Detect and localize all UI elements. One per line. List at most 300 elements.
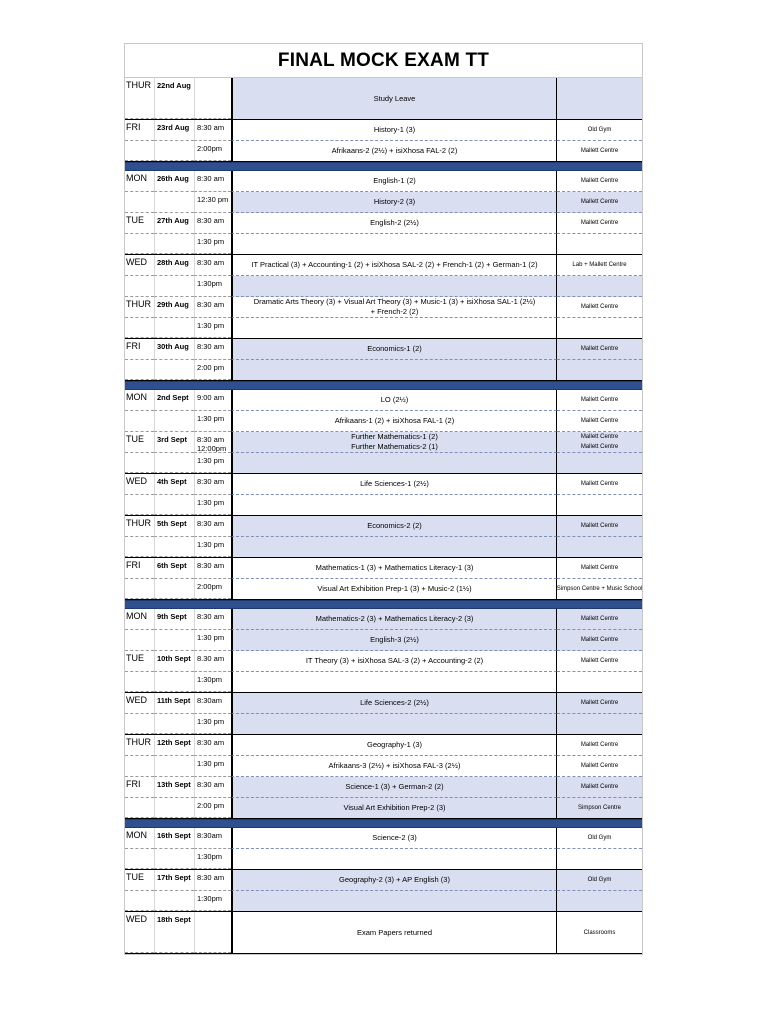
subject-line: Mathematics-2 (3) + Mathematics Literacy-2 (3) xyxy=(315,614,474,623)
time-cell xyxy=(194,339,231,360)
table-row xyxy=(125,255,642,276)
date-cell xyxy=(154,453,194,473)
subject-cell xyxy=(231,609,557,630)
venue-cell xyxy=(557,297,642,318)
week-separator xyxy=(125,162,642,171)
venue-value: Mallett Centre xyxy=(580,199,619,205)
subject-cell xyxy=(231,474,557,495)
time-cell xyxy=(194,516,231,537)
table-row xyxy=(125,495,642,516)
table-row xyxy=(125,432,642,453)
time-cell xyxy=(194,276,231,297)
subject-cell xyxy=(231,735,557,756)
venue-value: Classrooms xyxy=(583,929,616,936)
day-cell xyxy=(125,318,154,338)
day-cell: THUR xyxy=(125,78,154,119)
subject-line: Afrikaans-3 (2½) + isiXhosa FAL-3 (2½) xyxy=(328,761,461,770)
day-cell: WED xyxy=(125,912,154,953)
day-cell xyxy=(125,453,154,473)
subject-cell xyxy=(231,213,557,234)
subject-cell xyxy=(231,141,557,161)
date-cell xyxy=(154,579,194,599)
subject-line: Visual Art Exhibition Prep-2 (3) xyxy=(343,803,446,812)
date-cell: 16th Sept xyxy=(154,828,194,849)
subject-cell xyxy=(231,171,557,192)
subject-cell xyxy=(231,891,557,911)
date-cell xyxy=(154,192,194,213)
subject-cell xyxy=(231,432,557,453)
time-cell xyxy=(194,171,231,192)
day-cell: FRI xyxy=(125,120,154,141)
subject-line: LO (2½) xyxy=(380,395,409,404)
date-cell: 26th Aug xyxy=(154,171,194,192)
time-value: 8:30 am xyxy=(197,123,225,132)
date-cell: 6th Sept xyxy=(154,558,194,579)
venue-value: Mallett Centre xyxy=(580,148,619,154)
week-separator xyxy=(125,600,642,609)
subject-cell xyxy=(231,912,557,953)
time-cell xyxy=(194,777,231,798)
venue-cell xyxy=(557,192,642,213)
time-cell xyxy=(194,192,231,213)
subject-cell xyxy=(231,318,557,338)
time-value: 8:30 am xyxy=(197,300,225,309)
subject-cell xyxy=(231,453,557,473)
table-row xyxy=(125,360,642,381)
date-cell xyxy=(154,714,194,734)
subject-line: Science-2 (3) xyxy=(372,833,417,842)
subject-line: IT Theory (3) + isiXhosa SAL-3 (2) + Accounting-2 (2) xyxy=(305,656,484,665)
day-cell: TUE xyxy=(125,213,154,234)
time-value: 8:30 am xyxy=(197,561,225,570)
table-row xyxy=(125,609,642,630)
time-value: 9:00 am xyxy=(197,393,225,402)
subject-line: Afrikaans-2 (2½) + isiXhosa FAL-2 (2) xyxy=(331,146,458,155)
venue-value: Mallett Centre xyxy=(580,616,619,622)
date-cell xyxy=(154,849,194,869)
table-row xyxy=(125,579,642,600)
time-cell xyxy=(194,390,231,411)
table-row xyxy=(125,630,642,651)
time-cell xyxy=(194,495,231,515)
time-cell xyxy=(194,630,231,651)
venue-cell xyxy=(557,234,642,254)
venue-value-2: Mallett Centre xyxy=(580,444,619,450)
venue-value: Mallett Centre xyxy=(580,742,619,748)
table-row xyxy=(125,192,642,213)
date-cell xyxy=(154,630,194,651)
day-cell xyxy=(125,234,154,254)
subject-cell xyxy=(231,693,557,714)
time-value-2: 12:00pm xyxy=(197,444,227,453)
subject-cell xyxy=(231,78,557,119)
time-cell xyxy=(194,411,231,432)
venue-value: Mallett Centre xyxy=(580,418,619,424)
subject-line: English-1 (2) xyxy=(373,176,416,185)
date-cell xyxy=(154,798,194,818)
time-cell xyxy=(194,798,231,818)
venue-cell xyxy=(557,630,642,651)
time-value: 8:30am xyxy=(197,831,223,840)
day-cell xyxy=(125,798,154,818)
venue-cell xyxy=(557,579,642,599)
subject-cell xyxy=(231,234,557,254)
day-cell: WED xyxy=(125,255,154,276)
venue-cell xyxy=(557,651,642,672)
day-cell xyxy=(125,672,154,692)
table-row xyxy=(125,912,642,954)
day-cell: THUR xyxy=(125,516,154,537)
table-row xyxy=(125,318,642,339)
venue-value: Mallett Centre xyxy=(580,220,619,226)
venue-cell xyxy=(557,891,642,911)
date-cell: 9th Sept xyxy=(154,609,194,630)
time-cell xyxy=(194,714,231,734)
venue-value: Lab + Mallett Centre xyxy=(572,262,627,268)
time-cell xyxy=(194,120,231,141)
day-cell xyxy=(125,756,154,777)
subject-cell xyxy=(231,714,557,734)
subject-line: Economics-2 (2) xyxy=(367,521,422,530)
time-value: 8:30 am xyxy=(197,612,225,621)
subject-cell xyxy=(231,255,557,276)
time-value: 1:30 pm xyxy=(197,456,225,465)
date-cell xyxy=(154,756,194,777)
subject-cell xyxy=(231,870,557,891)
time-cell xyxy=(194,693,231,714)
venue-cell xyxy=(557,339,642,360)
subject-cell xyxy=(231,411,557,432)
subject-cell xyxy=(231,120,557,141)
venue-cell xyxy=(557,411,642,432)
time-value: 1:30 pm xyxy=(197,759,225,768)
venue-cell xyxy=(557,120,642,141)
week-separator xyxy=(125,819,642,828)
date-cell: 23rd Aug xyxy=(154,120,194,141)
venue-value: Old Gym xyxy=(587,127,612,133)
subject-line: Geography-1 (3) xyxy=(366,740,423,749)
time-value: 8:30 am xyxy=(197,342,225,351)
venue-cell xyxy=(557,912,642,953)
time-value: 1:30 pm xyxy=(197,498,225,507)
venue-cell xyxy=(557,537,642,557)
day-cell xyxy=(125,276,154,297)
week-separator xyxy=(125,381,642,390)
venue-cell xyxy=(557,318,642,338)
time-value: 8:30 am xyxy=(197,519,225,528)
subject-line: + French-2 (2) xyxy=(370,307,419,316)
time-value: 1:30pm xyxy=(197,675,223,684)
venue-cell xyxy=(557,78,642,119)
venue-cell xyxy=(557,828,642,849)
date-cell: 22nd Aug xyxy=(154,78,194,119)
time-value: 8:30am xyxy=(197,696,223,705)
date-cell xyxy=(154,891,194,911)
time-value: 2:00pm xyxy=(197,144,223,153)
day-cell: MON xyxy=(125,828,154,849)
time-value: 1:30pm xyxy=(197,279,223,288)
day-cell xyxy=(125,630,154,651)
time-cell xyxy=(194,213,231,234)
subject-line: Study Leave xyxy=(373,93,416,103)
date-cell: 27th Aug xyxy=(154,213,194,234)
day-cell: WED xyxy=(125,693,154,714)
day-cell xyxy=(125,714,154,734)
venue-value: Mallett Centre xyxy=(580,784,619,790)
table-row xyxy=(125,276,642,297)
table-row xyxy=(125,798,642,819)
day-cell xyxy=(125,411,154,432)
date-cell xyxy=(154,537,194,557)
table-row xyxy=(125,735,642,756)
time-value: 1:30 pm xyxy=(197,540,225,549)
time-value: 1:30pm xyxy=(197,894,223,903)
time-cell xyxy=(194,78,231,119)
time-value: 8:30 am xyxy=(197,216,225,225)
timetable-sheet xyxy=(124,43,643,955)
subject-line: History-1 (3) xyxy=(373,125,416,134)
time-value: 2:00 pm xyxy=(197,801,225,810)
venue-value: Old Gym xyxy=(587,835,612,841)
subject-cell xyxy=(231,651,557,672)
venue-value: Mallett Centre xyxy=(580,397,619,403)
day-cell xyxy=(125,849,154,869)
subject-line: Exam Papers returned xyxy=(356,927,433,937)
subject-cell xyxy=(231,672,557,692)
day-cell: FRI xyxy=(125,777,154,798)
subject-line: English-3 (2½) xyxy=(370,635,419,644)
venue-value: Mallett Centre xyxy=(580,763,619,769)
subject-cell xyxy=(231,516,557,537)
venue-cell xyxy=(557,213,642,234)
time-cell xyxy=(194,735,231,756)
subject-line: English-2 (2½) xyxy=(370,218,419,227)
time-cell xyxy=(194,891,231,911)
venue-value: Mallett Centre xyxy=(580,637,619,643)
time-value: 8:30 am xyxy=(197,258,225,267)
day-cell: TUE xyxy=(125,870,154,891)
venue-cell xyxy=(557,453,642,473)
table-row xyxy=(125,777,642,798)
day-cell: MON xyxy=(125,390,154,411)
date-cell xyxy=(154,141,194,161)
table-row xyxy=(125,870,642,891)
table-row xyxy=(125,537,642,558)
subject-line: Further Mathematics-1 (2) xyxy=(351,432,438,441)
time-cell xyxy=(194,297,231,318)
time-value: 12:30 pm xyxy=(197,195,229,204)
subject-cell xyxy=(231,297,557,318)
time-value: 8:30 am xyxy=(197,738,225,747)
time-cell xyxy=(194,849,231,869)
time-cell xyxy=(194,234,231,254)
table-row xyxy=(125,339,642,360)
time-value: 8:30 am xyxy=(197,780,225,789)
date-cell xyxy=(154,276,194,297)
day-cell: TUE xyxy=(125,651,154,672)
venue-cell xyxy=(557,276,642,297)
venue-value: Mallett Centre xyxy=(580,346,619,352)
table-row xyxy=(125,558,642,579)
venue-cell xyxy=(557,756,642,777)
day-cell xyxy=(125,579,154,599)
time-value: 1:30 pm xyxy=(197,237,225,246)
day-cell: MON xyxy=(125,171,154,192)
subject-line: Science-1 (3) + German-2 (2) xyxy=(345,782,444,791)
time-value: 8:30 am xyxy=(197,477,225,486)
venue-cell xyxy=(557,432,642,453)
venue-value: Mallett Centre xyxy=(580,523,619,529)
venue-value: Mallett Centre xyxy=(580,565,619,571)
venue-cell xyxy=(557,735,642,756)
table-row xyxy=(125,849,642,870)
table-row xyxy=(125,651,642,672)
venue-cell xyxy=(557,870,642,891)
venue-cell xyxy=(557,255,642,276)
subject-cell xyxy=(231,390,557,411)
time-value: 1:30 pm xyxy=(197,633,225,642)
time-cell xyxy=(194,870,231,891)
date-cell: 12th Sept xyxy=(154,735,194,756)
time-cell xyxy=(194,318,231,338)
date-cell: 5th Sept xyxy=(154,516,194,537)
subject-line: Life Sciences-1 (2½) xyxy=(360,479,429,488)
subject-cell xyxy=(231,192,557,213)
table-row xyxy=(125,120,642,141)
date-cell: 11th Sept xyxy=(154,693,194,714)
date-cell: 30th Aug xyxy=(154,339,194,360)
time-cell xyxy=(194,828,231,849)
date-cell xyxy=(154,360,194,380)
exam-table xyxy=(125,78,642,954)
venue-cell xyxy=(557,141,642,161)
time-cell xyxy=(194,756,231,777)
subject-cell xyxy=(231,558,557,579)
table-row xyxy=(125,693,642,714)
time-cell xyxy=(194,912,231,953)
subject-cell xyxy=(231,495,557,515)
table-row xyxy=(125,213,642,234)
table-row xyxy=(125,516,642,537)
date-cell xyxy=(154,672,194,692)
table-row xyxy=(125,171,642,192)
date-cell: 13th Sept xyxy=(154,777,194,798)
time-cell xyxy=(194,579,231,599)
venue-cell xyxy=(557,516,642,537)
date-cell: 17th Sept xyxy=(154,870,194,891)
date-cell: 4th Sept xyxy=(154,474,194,495)
subject-cell xyxy=(231,360,557,380)
subject-cell xyxy=(231,828,557,849)
subject-cell xyxy=(231,276,557,297)
time-cell xyxy=(194,255,231,276)
venue-cell xyxy=(557,171,642,192)
venue-value: Mallett Centre xyxy=(580,178,619,184)
subject-line: Dramatic Arts Theory (3) + Visual Art Theory (3) + Music-1 (3) + isiXhosa SAL-1 (2½) xyxy=(253,297,536,306)
venue-cell xyxy=(557,777,642,798)
day-cell: THUR xyxy=(125,297,154,318)
table-row xyxy=(125,714,642,735)
day-cell xyxy=(125,891,154,911)
date-cell: 29th Aug xyxy=(154,297,194,318)
table-row xyxy=(125,78,642,120)
venue-cell xyxy=(557,693,642,714)
table-row xyxy=(125,411,642,432)
venue-cell xyxy=(557,474,642,495)
venue-cell xyxy=(557,798,642,818)
time-cell xyxy=(194,432,231,453)
venue-cell xyxy=(557,609,642,630)
venue-cell xyxy=(557,360,642,380)
date-cell: 18th Sept xyxy=(154,912,194,953)
time-cell xyxy=(194,360,231,380)
date-cell xyxy=(154,318,194,338)
venue-cell xyxy=(557,849,642,869)
date-cell: 2nd Sept xyxy=(154,390,194,411)
time-value: 2:00 pm xyxy=(197,363,225,372)
date-cell: 28th Aug xyxy=(154,255,194,276)
subject-cell xyxy=(231,777,557,798)
subject-line: History-2 (3) xyxy=(373,197,416,206)
venue-cell xyxy=(557,672,642,692)
time-cell xyxy=(194,474,231,495)
time-value: 1:30pm xyxy=(197,852,223,861)
day-cell xyxy=(125,537,154,557)
time-value: 2:00pm xyxy=(197,582,223,591)
day-cell: TUE xyxy=(125,432,154,453)
venue-value: Mallett Centre xyxy=(580,304,619,310)
venue-cell xyxy=(557,495,642,515)
venue-value: Mallett Centre xyxy=(580,700,619,706)
venue-value: Mallett Centre xyxy=(580,434,619,440)
time-cell xyxy=(194,672,231,692)
subject-cell xyxy=(231,579,557,599)
day-cell: FRI xyxy=(125,339,154,360)
day-cell: FRI xyxy=(125,558,154,579)
subject-line: Visual Art Exhibition Prep-1 (3) + Music-2 (1½) xyxy=(317,584,472,593)
date-cell xyxy=(154,234,194,254)
subject-cell xyxy=(231,339,557,360)
venue-value: Mallett Centre xyxy=(580,481,619,487)
subject-line: Life Sciences-2 (2½) xyxy=(360,698,429,707)
table-row xyxy=(125,891,642,912)
date-cell: 3rd Sept xyxy=(154,432,194,453)
time-cell xyxy=(194,609,231,630)
time-value: 1:30 pm xyxy=(197,717,225,726)
day-cell xyxy=(125,360,154,380)
subject-line: Afrikaans-1 (2) + isiXhosa FAL-1 (2) xyxy=(334,416,455,425)
time-cell xyxy=(194,537,231,557)
venue-cell xyxy=(557,558,642,579)
subject-cell xyxy=(231,798,557,818)
time-value: 8:30 am xyxy=(197,873,225,882)
table-row xyxy=(125,474,642,495)
subject-line: Economics-1 (2) xyxy=(367,344,422,353)
subject-line: IT Practical (3) + Accounting-1 (2) + isiXhosa SAL-2 (2) + French-1 (2) + German-1 (2) xyxy=(251,260,538,269)
day-cell: WED xyxy=(125,474,154,495)
day-cell: THUR xyxy=(125,735,154,756)
venue-value: Old Gym xyxy=(587,877,612,883)
time-cell xyxy=(194,141,231,161)
time-value: 8:30 am xyxy=(197,174,225,183)
time-cell xyxy=(194,453,231,473)
time-value: 8:30 am xyxy=(197,435,225,444)
subject-cell xyxy=(231,537,557,557)
day-cell: MON xyxy=(125,609,154,630)
table-row xyxy=(125,453,642,474)
table-row xyxy=(125,756,642,777)
subject-cell xyxy=(231,849,557,869)
